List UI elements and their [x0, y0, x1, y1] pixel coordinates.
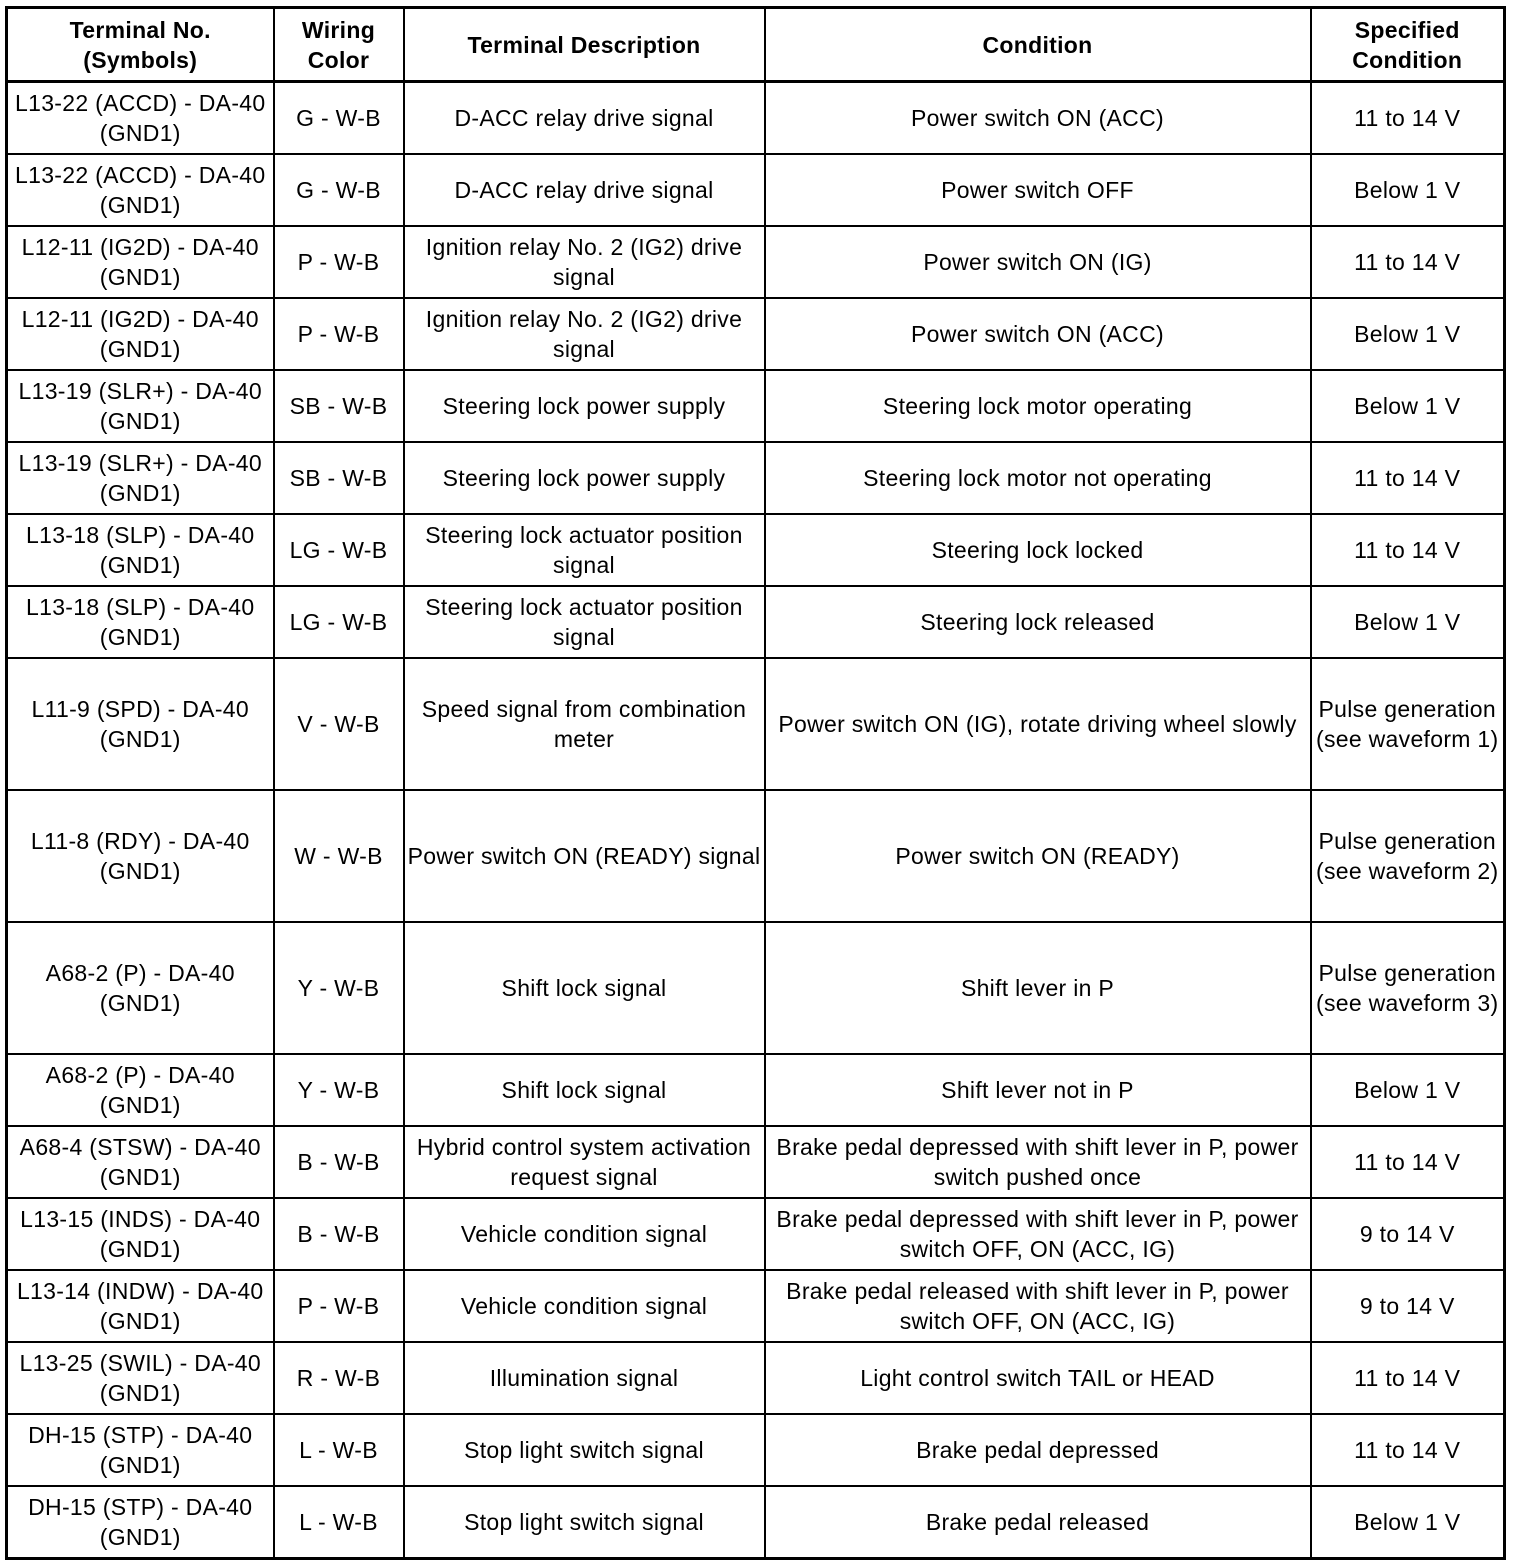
cell-description: Illumination signal — [404, 1342, 765, 1414]
cell-condition: Power switch ON (ACC) — [765, 82, 1311, 155]
cell-condition: Shift lever not in P — [765, 1054, 1311, 1126]
table-row — [7, 658, 1505, 790]
cell-terminal: A68-4 (STSW) - DA-40 (GND1) — [7, 1126, 274, 1198]
table-row — [7, 1054, 1505, 1126]
cell-terminal: A68-2 (P) - DA-40 (GND1) — [7, 922, 274, 1054]
table-header-row — [7, 8, 1505, 82]
cell-condition: Power switch ON (ACC) — [765, 298, 1311, 370]
table-row — [7, 1414, 1505, 1486]
cell-condition: Power switch ON (IG), rotate driving wheel slowly — [765, 658, 1311, 790]
cell-terminal: DH-15 (STP) - DA-40 (GND1) — [7, 1486, 274, 1559]
table-row — [7, 298, 1505, 370]
cell-condition: Brake pedal released with shift lever in P, power switch OFF, ON (ACC, IG) — [765, 1270, 1311, 1342]
cell-description: Vehicle condition signal — [404, 1270, 765, 1342]
table-row — [7, 1342, 1505, 1414]
cell-condition: Steering lock motor operating — [765, 370, 1311, 442]
cell-terminal: L13-22 (ACCD) - DA-40 (GND1) — [7, 82, 274, 155]
cell-specified: 11 to 14 V — [1311, 82, 1505, 155]
cell-condition: Brake pedal depressed with shift lever in P, power switch OFF, ON (ACC, IG) — [765, 1198, 1311, 1270]
table-row — [7, 226, 1505, 298]
cell-wiring-color: R - W-B — [274, 1342, 404, 1414]
table-row — [7, 442, 1505, 514]
cell-specified: Below 1 V — [1311, 1486, 1505, 1559]
cell-wiring-color: Y - W-B — [274, 922, 404, 1054]
cell-terminal: L11-8 (RDY) - DA-40 (GND1) — [7, 790, 274, 922]
cell-wiring-color: L - W-B — [274, 1486, 404, 1559]
cell-description: Stop light switch signal — [404, 1414, 765, 1486]
cell-wiring-color: G - W-B — [274, 82, 404, 155]
header-specified-condition: Specified Condition — [1311, 8, 1505, 82]
cell-specified: 11 to 14 V — [1311, 1342, 1505, 1414]
cell-wiring-color: B - W-B — [274, 1198, 404, 1270]
cell-condition: Shift lever in P — [765, 922, 1311, 1054]
cell-description: Steering lock actuator position signal — [404, 514, 765, 586]
cell-description: Ignition relay No. 2 (IG2) drive signal — [404, 298, 765, 370]
cell-terminal: L13-25 (SWIL) - DA-40 (GND1) — [7, 1342, 274, 1414]
cell-condition: Steering lock released — [765, 586, 1311, 658]
cell-terminal: L13-14 (INDW) - DA-40 (GND1) — [7, 1270, 274, 1342]
cell-description: Steering lock power supply — [404, 442, 765, 514]
cell-specified: Pulse generation (see waveform 1) — [1311, 658, 1505, 790]
cell-terminal: DH-15 (STP) - DA-40 (GND1) — [7, 1414, 274, 1486]
cell-specified: 11 to 14 V — [1311, 442, 1505, 514]
cell-condition: Light control switch TAIL or HEAD — [765, 1342, 1311, 1414]
cell-description: Ignition relay No. 2 (IG2) drive signal — [404, 226, 765, 298]
header-condition: Condition — [765, 8, 1311, 82]
cell-specified: Pulse generation (see waveform 3) — [1311, 922, 1505, 1054]
cell-wiring-color: LG - W-B — [274, 586, 404, 658]
cell-specified: 11 to 14 V — [1311, 1126, 1505, 1198]
table-row — [7, 586, 1505, 658]
cell-specified: Below 1 V — [1311, 154, 1505, 226]
header-terminal-description: Terminal Description — [404, 8, 765, 82]
cell-terminal: L11-9 (SPD) - DA-40 (GND1) — [7, 658, 274, 790]
cell-condition: Power switch ON (READY) — [765, 790, 1311, 922]
cell-wiring-color: Y - W-B — [274, 1054, 404, 1126]
cell-description: Vehicle condition signal — [404, 1198, 765, 1270]
cell-description: Steering lock power supply — [404, 370, 765, 442]
cell-description: Stop light switch signal — [404, 1486, 765, 1559]
table-row — [7, 1270, 1505, 1342]
cell-description: Steering lock actuator position signal — [404, 586, 765, 658]
terminal-inspection-table — [5, 6, 1506, 1560]
cell-terminal: L13-19 (SLR+) - DA-40 (GND1) — [7, 370, 274, 442]
cell-wiring-color: P - W-B — [274, 298, 404, 370]
cell-wiring-color: W - W-B — [274, 790, 404, 922]
cell-specified: Below 1 V — [1311, 298, 1505, 370]
cell-terminal: L12-11 (IG2D) - DA-40 (GND1) — [7, 298, 274, 370]
cell-wiring-color: SB - W-B — [274, 442, 404, 514]
cell-specified: 11 to 14 V — [1311, 226, 1505, 298]
cell-description: Speed signal from combination meter — [404, 658, 765, 790]
cell-description: Shift lock signal — [404, 1054, 765, 1126]
cell-description: Shift lock signal — [404, 922, 765, 1054]
cell-specified: Below 1 V — [1311, 586, 1505, 658]
cell-description: D-ACC relay drive signal — [404, 82, 765, 155]
cell-description: D-ACC relay drive signal — [404, 154, 765, 226]
terminal-inspection-sheet — [5, 6, 1506, 1560]
cell-terminal: L13-18 (SLP) - DA-40 (GND1) — [7, 514, 274, 586]
cell-terminal: A68-2 (P) - DA-40 (GND1) — [7, 1054, 274, 1126]
cell-terminal: L13-19 (SLR+) - DA-40 (GND1) — [7, 442, 274, 514]
cell-terminal: L13-15 (INDS) - DA-40 (GND1) — [7, 1198, 274, 1270]
cell-specified: 11 to 14 V — [1311, 1414, 1505, 1486]
cell-wiring-color: B - W-B — [274, 1126, 404, 1198]
cell-wiring-color: L - W-B — [274, 1414, 404, 1486]
header-terminal: Terminal No. (Symbols) — [7, 8, 274, 82]
table-row — [7, 1486, 1505, 1559]
cell-wiring-color: V - W-B — [274, 658, 404, 790]
cell-terminal: L13-22 (ACCD) - DA-40 (GND1) — [7, 154, 274, 226]
cell-specified: Pulse generation (see waveform 2) — [1311, 790, 1505, 922]
cell-specified: 9 to 14 V — [1311, 1198, 1505, 1270]
cell-specified: Below 1 V — [1311, 1054, 1505, 1126]
cell-specified: Below 1 V — [1311, 370, 1505, 442]
cell-condition: Steering lock motor not operating — [765, 442, 1311, 514]
header-wiring-color: Wiring Color — [274, 8, 404, 82]
table-row — [7, 790, 1505, 922]
cell-condition: Power switch OFF — [765, 154, 1311, 226]
cell-condition: Brake pedal depressed with shift lever in P, power switch pushed once — [765, 1126, 1311, 1198]
cell-specified: 11 to 14 V — [1311, 514, 1505, 586]
cell-condition: Brake pedal depressed — [765, 1414, 1311, 1486]
cell-wiring-color: LG - W-B — [274, 514, 404, 586]
table-row — [7, 154, 1505, 226]
cell-condition: Brake pedal released — [765, 1486, 1311, 1559]
cell-wiring-color: G - W-B — [274, 154, 404, 226]
table-row — [7, 514, 1505, 586]
cell-wiring-color: P - W-B — [274, 226, 404, 298]
cell-specified: 9 to 14 V — [1311, 1270, 1505, 1342]
table-row — [7, 370, 1505, 442]
cell-condition: Power switch ON (IG) — [765, 226, 1311, 298]
table-row — [7, 1126, 1505, 1198]
cell-wiring-color: SB - W-B — [274, 370, 404, 442]
cell-wiring-color: P - W-B — [274, 1270, 404, 1342]
cell-condition: Steering lock locked — [765, 514, 1311, 586]
cell-description: Power switch ON (READY) signal — [404, 790, 765, 922]
table-row — [7, 922, 1505, 1054]
table-row — [7, 1198, 1505, 1270]
table-row — [7, 82, 1505, 155]
cell-description: Hybrid control system activation request signal — [404, 1126, 765, 1198]
cell-terminal: L12-11 (IG2D) - DA-40 (GND1) — [7, 226, 274, 298]
cell-terminal: L13-18 (SLP) - DA-40 (GND1) — [7, 586, 274, 658]
